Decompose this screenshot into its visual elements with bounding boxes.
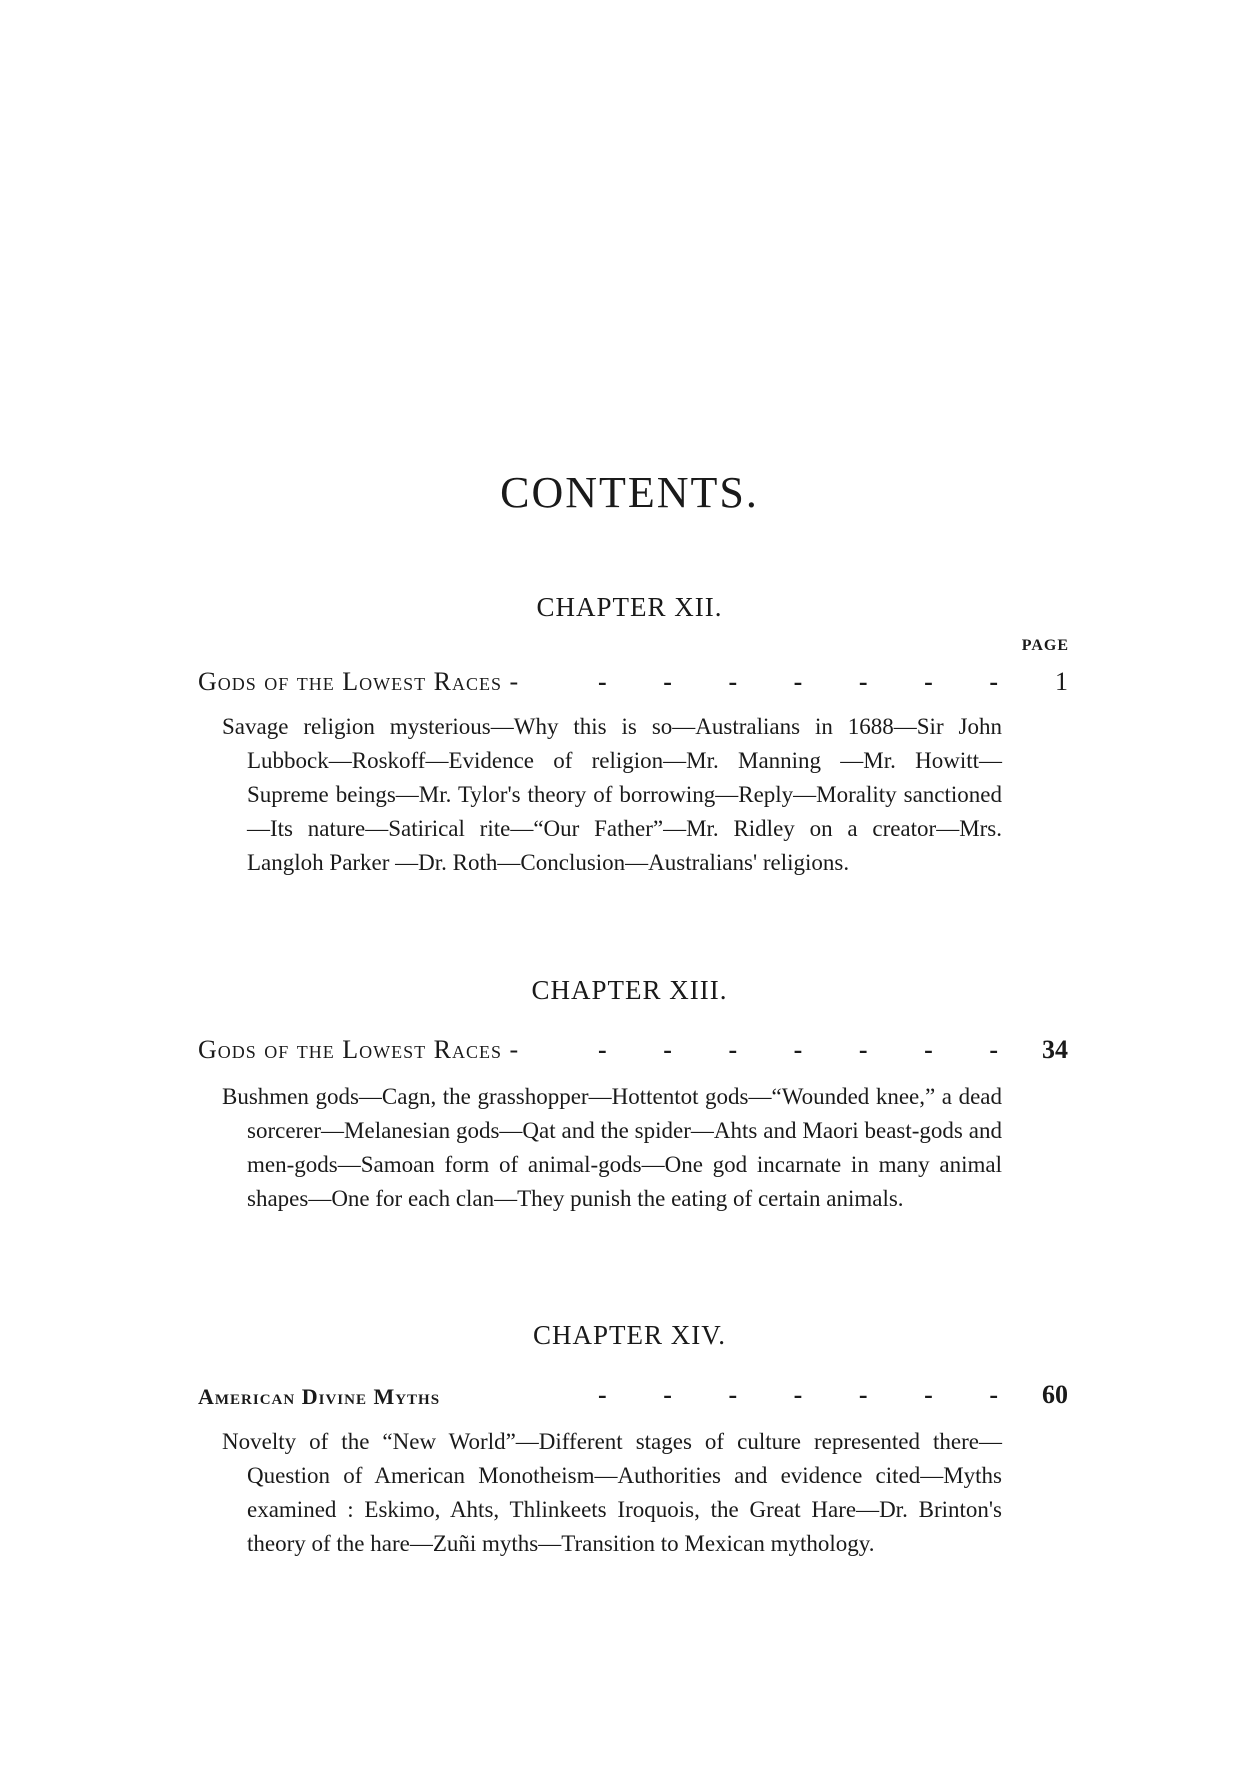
page-column-label: PAGE xyxy=(1021,637,1069,654)
toc-entry xyxy=(198,1380,1068,1414)
toc-entry xyxy=(198,667,1068,701)
leader-dots: - - - - - - - xyxy=(598,1380,998,1409)
toc-entry xyxy=(198,1035,1068,1069)
summary-text: Bushmen gods—Cagn, the grasshopper—Hottentot gods—“Wounded knee,” a dead sorcerer—Melanesian gods—Qat and the spider—Ahts and Maori beast-gods and men-gods—Samoan form of animal-gods—One god incarnate in many animal shapes—One for each clan—They punish the eating of certain animals. xyxy=(222,1084,1002,1211)
chapter-heading: CHAPTER XII. xyxy=(536,592,723,622)
summary-text: Novelty of the “New World”—Different stages of culture represented there—Question of American Monotheism—Authorities and evidence cited—Myths examined : Eskimo, Ahts, Thlinkeets Iroquois, the Great Hare—Dr. Brinton's theory of the hare—Zuñi myths—Transition to Mexican mythology. xyxy=(222,1429,1002,1556)
entry-page-number: 34 xyxy=(1042,1035,1068,1064)
entry-page-number: 1 xyxy=(1055,667,1068,696)
chapter-summary xyxy=(222,1425,1002,1561)
entry-page-number: 60 xyxy=(1042,1380,1068,1409)
leader-dots: - - - - - - - xyxy=(598,1035,998,1064)
entry-title: Gods of the Lowest Races - xyxy=(198,667,520,696)
chapter-summary xyxy=(222,1080,1002,1216)
leader-dots: - - - - - - - xyxy=(598,667,998,696)
chapter-heading: CHAPTER XIV. xyxy=(532,1320,727,1350)
chapter-heading: CHAPTER XIII. xyxy=(531,975,728,1005)
entry-title: American Divine Myths xyxy=(198,1384,441,1409)
entry-title: Gods of the Lowest Races - xyxy=(198,1035,520,1064)
summary-text: Savage religion mysterious—Why this is so—Australians in 1688—Sir John Lubbock—Roskoff—Evidence of religion—Mr. Manning —Mr. Howitt—Supreme beings—Mr. Tylor's theory of borrowing—Reply—Morality sanctioned—Its nature—Satirical rite—“Our Father”—Mr. Ridley on a creator—Mrs. Langloh Parker —Dr. Roth—Conclusion—Australians' religions. xyxy=(222,714,1002,875)
page-title: CONTENTS. xyxy=(500,468,759,517)
chapter-summary xyxy=(222,710,1002,880)
